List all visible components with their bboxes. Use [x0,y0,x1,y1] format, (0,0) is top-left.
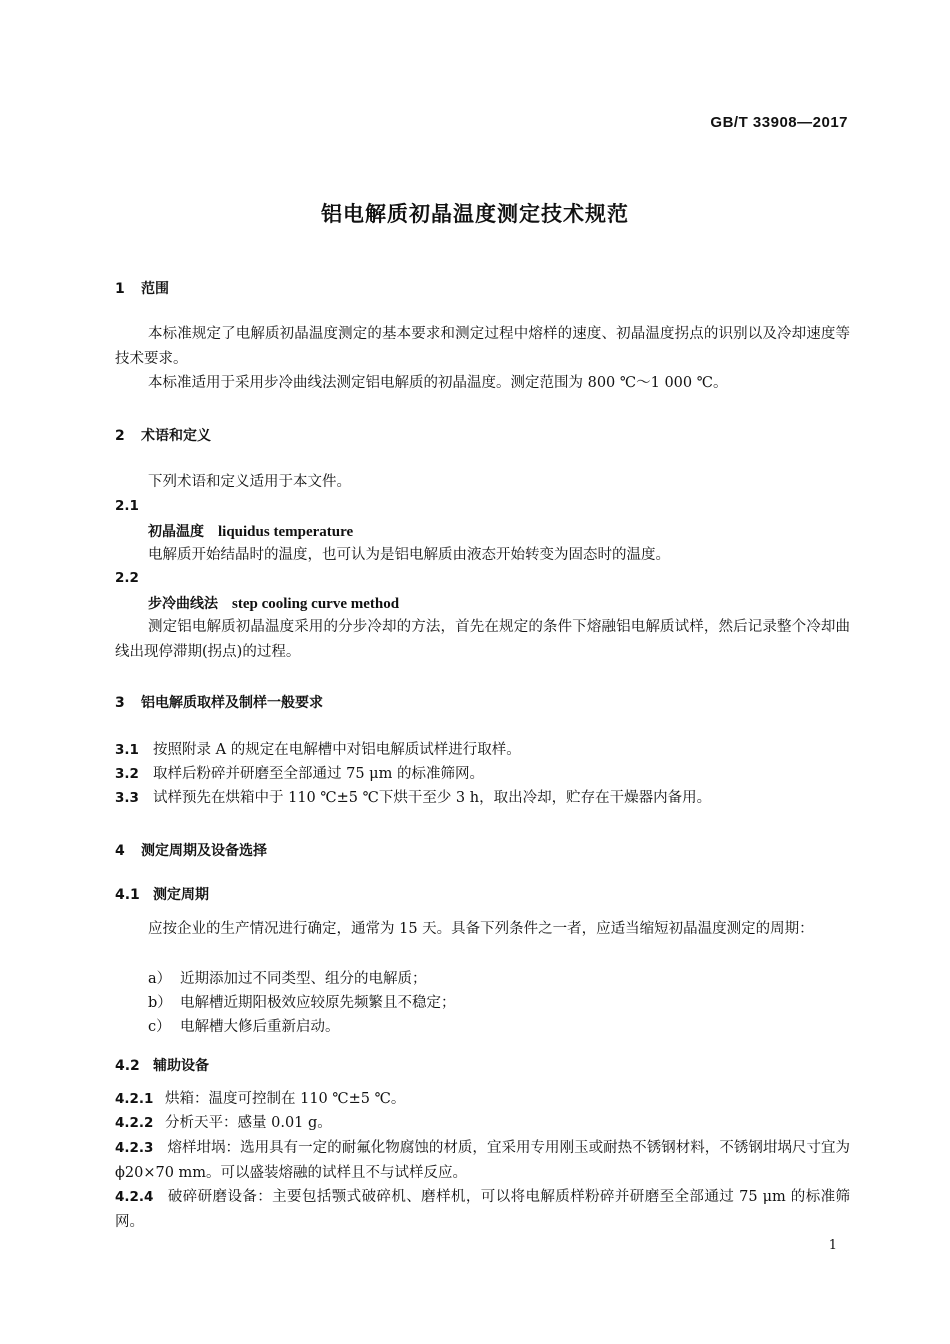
section-number: 4.2 [115,1058,140,1074]
clause [115,786,711,810]
paragraph: 下列术语和定义适用于本文件。 [148,474,351,490]
term-definition: 电解质开始结晶时的温度，也可认为是铝电解质由液态开始转变为固态时的温度。 [148,547,670,563]
list-label: a） [148,971,172,987]
term-en: liquidus temperature [218,524,354,540]
clause-text: 试样预先在烘箱中于 110 ℃±5 ℃下烘干至少 3 h，取出冷却，贮存在干燥器内备用。 [153,790,712,806]
section-2-heading [115,425,211,445]
clause-number: 4.2.1 [115,1091,154,1107]
clause-text: 分析天平：感量 0.01 g。 [165,1115,332,1131]
subsection-4-1-heading [115,884,209,904]
clause-number: 4.2.2 [115,1115,154,1131]
clause-number: 4.2.3 [115,1140,154,1156]
clause-text: 熔样坩埚：选用具有一定的耐氟化物腐蚀的材质，宜采用专用刚玉或耐热不锈钢材料，不锈钢坩埚尺寸宜为 ϕ20×70 mm。可以盛装熔融的试样且不与试样反应。 [115,1140,850,1181]
section-1-heading [115,278,169,298]
list-item [148,967,427,991]
clause-number: 3.3 [115,790,139,806]
clause-text: 破碎研磨设备：主要包括颚式破碎机、磨样机，可以将电解质样粉碎并研磨至全部通过 75 μm 的标准筛网。 [115,1189,850,1230]
clause [115,1111,332,1135]
paragraph: 应按企业的生产情况进行确定，通常为 15 天。具备下列条件之一者，应适当缩短初晶温度测定的周期： [148,921,814,937]
term-number: 2.1 [115,498,139,514]
clause-number: 3.2 [115,766,139,782]
section-title: 测定周期 [153,887,209,903]
clause-number: 4.2.4 [115,1189,154,1205]
clause-text: 取样后粉碎并研磨至全部通过 75 μm 的标准筛网。 [153,766,484,782]
list-label: c） [148,1019,171,1035]
standard-number: GB/T 33908—2017 [710,114,848,131]
list-item [148,991,456,1015]
clause [115,1087,405,1111]
clause-text: 按照附录 A 的规定在电解槽中对铝电解质试样进行取样。 [153,742,521,758]
paragraph: 本标准适用于采用步冷曲线法测定铝电解质的初晶温度。测定范围为 800 ℃～1 000 ℃。 [148,375,728,391]
list-label: b） [148,995,172,1011]
subsection-4-2-heading [115,1055,209,1075]
section-number: 4 [115,843,125,859]
section-title: 测定周期及设备选择 [141,843,267,859]
term-heading [148,521,353,541]
section-number: 3 [115,695,125,711]
section-number: 1 [115,281,125,297]
section-title: 术语和定义 [141,428,211,444]
list-text: 近期添加过不同类型、组分的电解质； [180,971,427,987]
section-3-heading [115,692,323,712]
section-number: 2 [115,428,125,444]
section-4-heading [115,840,267,860]
list-item [148,1015,340,1039]
clause-text: 烘箱：温度可控制在 110 ℃±5 ℃。 [165,1091,406,1107]
clause-number: 3.1 [115,742,139,758]
paragraph: 本标准规定了电解质初晶温度测定的基本要求和测定过程中熔样的速度、初晶温度拐点的识别以及冷却速度等技术要求。 [115,326,850,367]
section-title: 范围 [141,281,169,297]
term-en: step cooling curve method [232,596,400,612]
section-title: 铝电解质取样及制样一般要求 [141,695,323,711]
list-text: 电解槽大修后重新启动。 [180,1019,340,1035]
document-title: 铝电解质初晶温度测定技术规范 [321,202,629,226]
term-definition: 测定铝电解质初晶温度采用的分步冷却的方法，首先在规定的条件下熔融铝电解质试样，然后记录整个冷却曲线出现停滞期(拐点)的过程。 [115,619,850,660]
term-number: 2.2 [115,570,139,586]
clause [115,1185,850,1234]
term-zh: 步冷曲线法 [148,596,218,612]
list-text: 电解槽近期阳极效应较原先频繁且不稳定； [180,995,456,1011]
clause [115,762,484,786]
clause [115,1136,850,1185]
term-zh: 初晶温度 [148,524,204,540]
section-number: 4.1 [115,887,140,903]
section-title: 辅助设备 [153,1058,209,1074]
page-number: 1 [828,1238,837,1253]
clause [115,738,521,762]
term-heading [148,593,399,613]
